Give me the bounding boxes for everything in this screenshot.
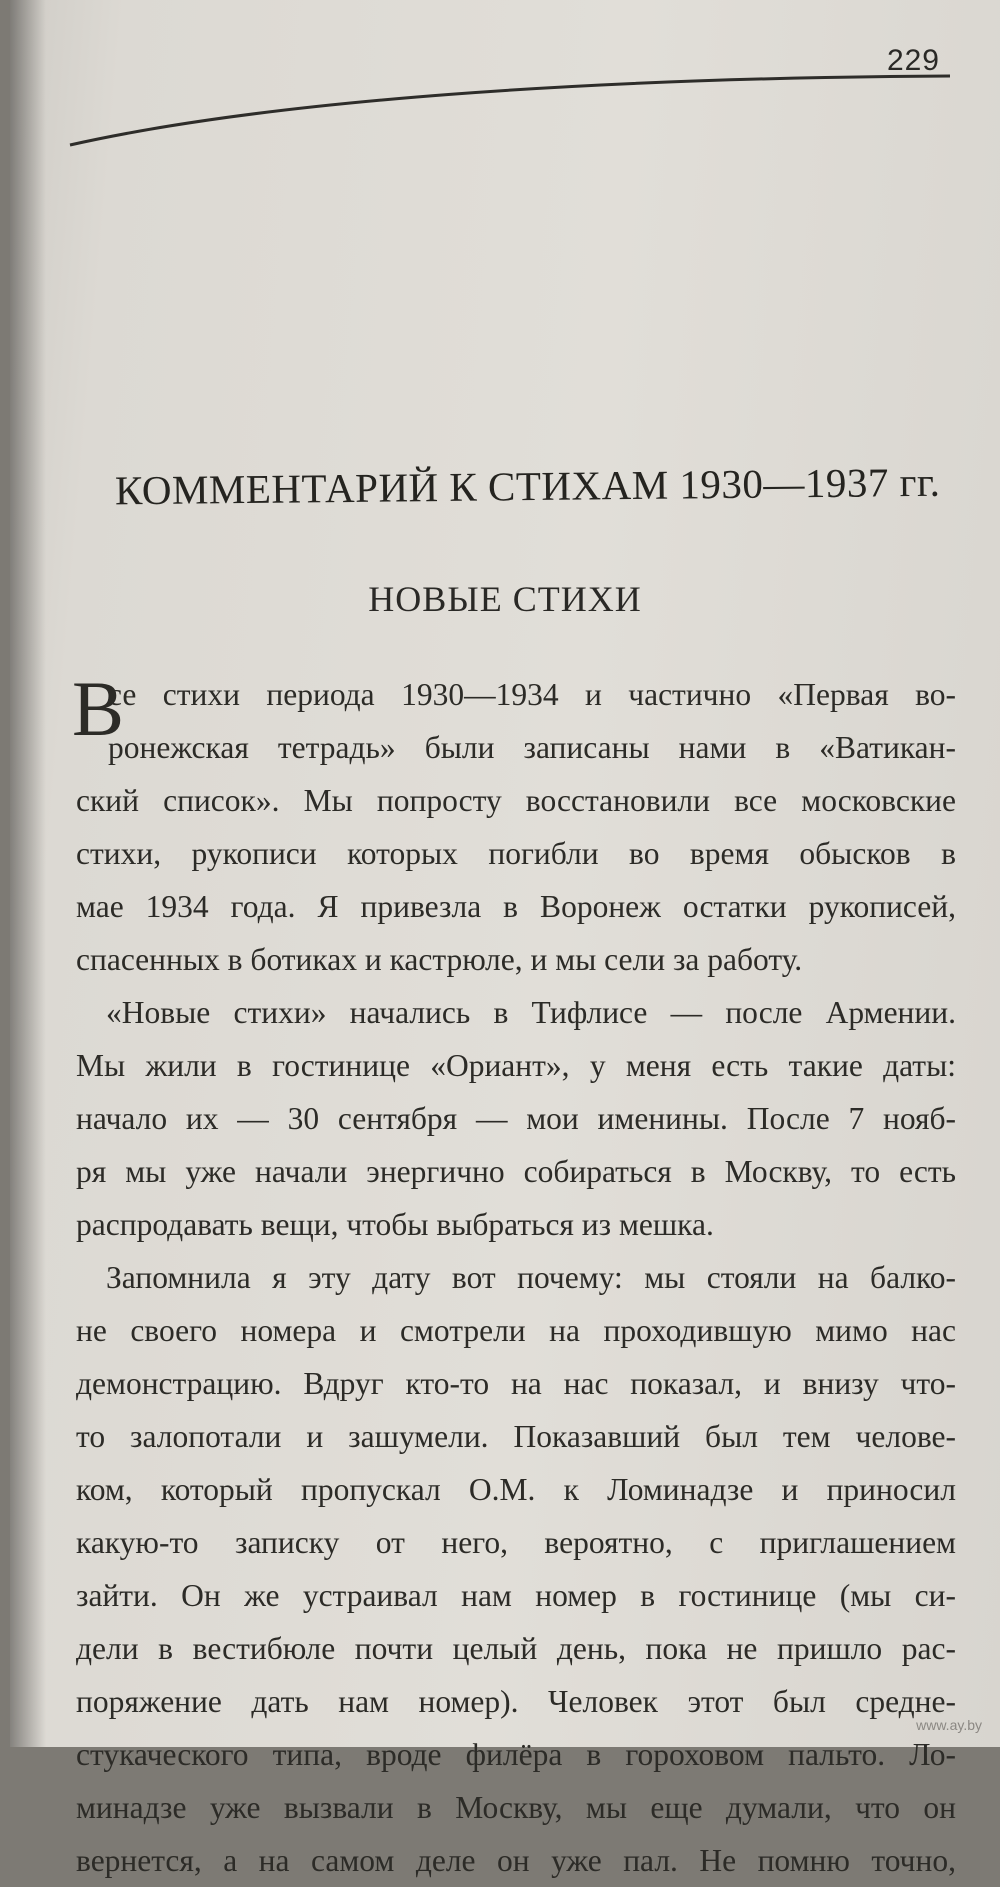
paragraph-2: [76, 986, 956, 1251]
spine-shadow: [10, 0, 46, 1747]
text-line: се стихи периода 1930—1934 и частично «Первая во-: [108, 677, 956, 712]
text-line: ский список». Мы попросту восстановили все московские: [76, 783, 956, 818]
text-line: демонстрацию. Вдруг кто-то на нас показал, и внизу что-: [76, 1366, 956, 1401]
chapter-title: КОММЕНТАРИЙ К СТИХАМ 1930—1937 гг.: [114, 458, 941, 514]
page-number: 229: [886, 44, 940, 77]
text-line: спасенных в ботиках и кастрюле, и мы сели за работу.: [76, 942, 803, 977]
text-line: Мы жили в гостинице «Ориант», у меня есть такие даты:: [76, 1048, 956, 1083]
text-line: зайти. Он же устраивал нам номер в гостинице (мы си-: [76, 1578, 956, 1613]
text-line: стукаческого типа, вроде филёра в гороховом пальто. Ло-: [76, 1737, 956, 1772]
text-line: начало их — 30 сентября — мои именины. После 7 нояб-: [76, 1101, 956, 1136]
text-line: Запомнила я эту дату вот почему: мы стояли на балко-: [106, 1260, 956, 1295]
watermark: www.ay.by: [916, 1717, 982, 1733]
text-line: ря мы уже начали энергично собираться в Москву, то есть: [76, 1154, 956, 1189]
text-line: какую-то записку от него, вероятно, с приглашением: [76, 1525, 956, 1560]
paragraph-3: [76, 1251, 956, 1887]
text-line: минадзе уже вызвали в Москву, мы еще думали, что он: [76, 1790, 956, 1825]
body-text: [72, 665, 956, 1887]
text-line: ронежская тетрадь» были записаны нами в «Ватикан-: [108, 730, 956, 765]
text-line: вернется, а на самом деле он уже пал. Не помню точно,: [76, 1843, 956, 1878]
section-title: НОВЫЕ СТИХИ: [368, 579, 642, 619]
drop-cap: В: [72, 665, 125, 752]
text-line: стихи, рукописи которых погибли во время обысков в: [76, 836, 956, 871]
paragraph-1: [76, 668, 956, 986]
text-line: поряжение дать нам номер). Человек этот был средне-: [76, 1684, 956, 1719]
text-line: не своего номера и смотрели на проходившую мимо нас: [76, 1313, 956, 1348]
header-rule: [70, 70, 950, 160]
text-line: распродавать вещи, чтобы выбраться из мешка.: [76, 1207, 714, 1242]
text-line: ком, который пропускал О.М. к Ломинадзе и приносил: [76, 1472, 956, 1507]
text-line: мае 1934 года. Я привезла в Воронеж остатки рукописей,: [76, 889, 956, 924]
book-page: [10, 0, 1000, 1878]
text-line: то залопотали и зашумели. Показавший был тем челове-: [76, 1419, 956, 1454]
text-line: дели в вестибюле почти целый день, пока не пришло рас-: [76, 1631, 956, 1666]
text-line: «Новые стихи» начались в Тифлисе — после Армении.: [106, 995, 956, 1030]
